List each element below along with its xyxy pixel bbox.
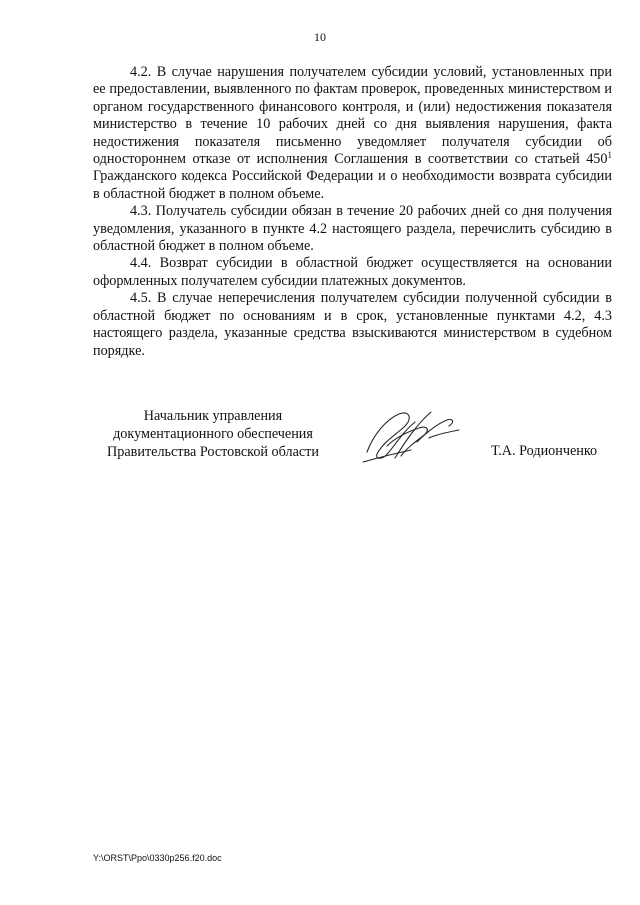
page-number: 10: [314, 30, 326, 44]
signer-name: Т.А. Родионченко: [491, 443, 598, 459]
paragraph-4-5: 4.5. В случае неперечисления получателем субсидии полученной субсидии в областной бюджет по основаниям и в срок, установленные пунктами 4.2, 4.3 настоящего раздела, указанные средства взыскиваются министерством в судебном порядке.: [93, 290, 612, 359]
paragraph-4-2-text-end: Гражданского кодекса Российской Федерации и о необходимости возврата субсидии в областной бюджет в полном объеме.: [93, 168, 612, 202]
paragraph-4-2: [93, 64, 612, 203]
signer-position: [93, 408, 333, 461]
position-line: документационного обеспечения: [113, 425, 313, 442]
position-line: Правительства Ростовской области: [107, 443, 319, 460]
signature-block: [93, 408, 612, 468]
position-line: Начальник управления: [143, 408, 283, 424]
footer-file-path: Y:\ORST\Ppo\0330p256.f20.doc: [93, 853, 222, 863]
paragraph-4-4: 4.4. Возврат субсидии в областной бюджет осуществляется на основании оформленных получателем субсидии платежных документов.: [93, 255, 612, 289]
article-superscript: 1: [607, 150, 612, 161]
paragraph-4-2-text-start: 4.2. В случае нарушения получателем субсидии условий, установленных при ее предоставлении, выявленного по фактам проверок, проведенных министерством и органом государственного финансового контроля, и (или) недостижения показателя министерство в течение 10 рабочих дней со дня выявления нарушения, факта недостижения показателя письменно уведомляет получателя субсидии об одностороннем отказе от исполнения Соглашения в соответствии со статьей 450: [93, 64, 612, 168]
paragraph-4-3: 4.3. Получатель субсидии обязан в течение 20 рабочих дней со дня получения уведомления, указанного в пункте 4.2 настоящего раздела, перечислить субсидию в областной бюджет в полном объеме.: [93, 203, 612, 255]
handwritten-signature: [357, 402, 467, 468]
document-body: [93, 64, 612, 360]
